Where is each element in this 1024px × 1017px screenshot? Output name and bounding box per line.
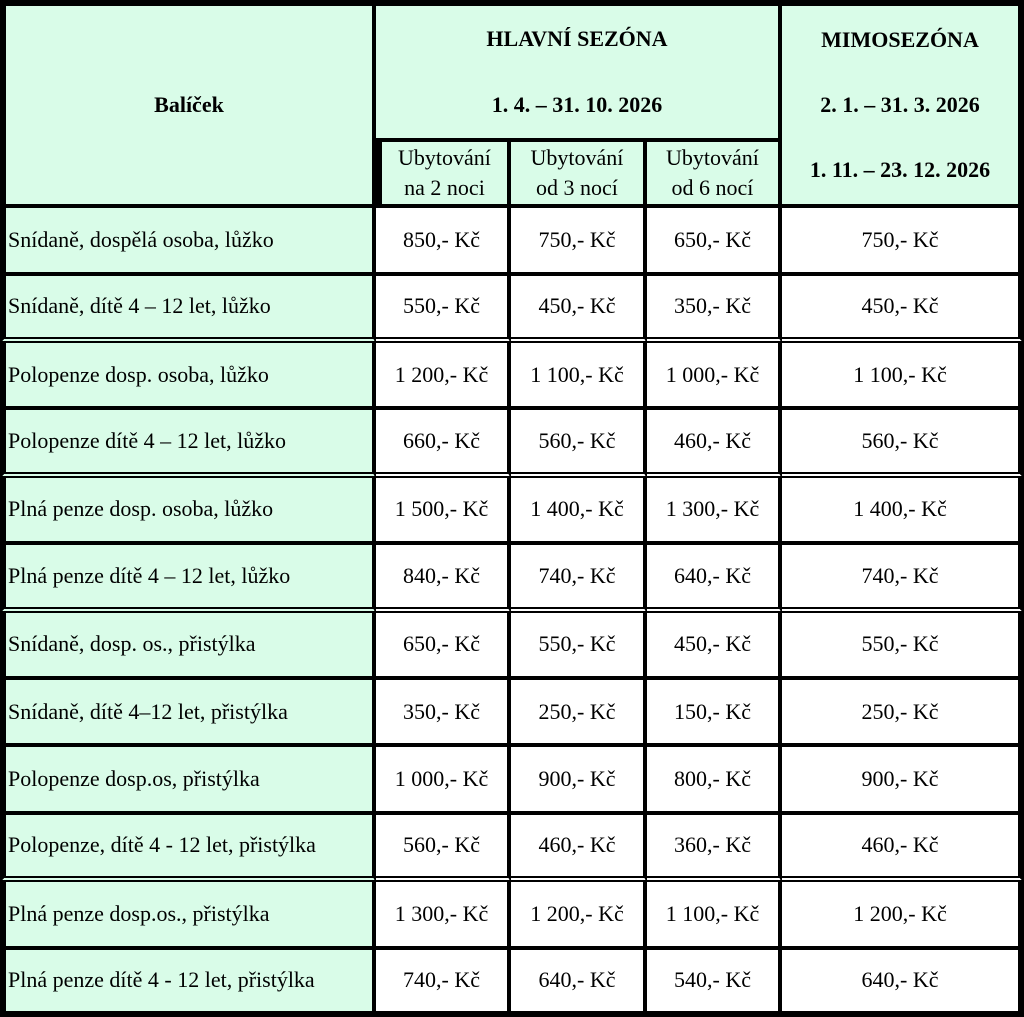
price-cell: 1 000,- Kč <box>647 343 782 410</box>
price-cell: 560,- Kč <box>376 815 511 882</box>
table-row <box>0 815 1024 882</box>
price-cell: 750,- Kč <box>511 208 647 275</box>
package-cell: Snídaně, dítě 4 – 12 let, lůžko <box>0 276 376 343</box>
package-cell: Polopenze dosp. osoba, lůžko <box>0 343 376 410</box>
price-cell: 640,- Kč <box>647 545 782 612</box>
table-row <box>0 950 1024 1017</box>
off-season-dates-2: 1. 11. – 23. 12. 2026 <box>809 157 991 183</box>
table-row <box>0 680 1024 747</box>
table-row <box>0 882 1024 949</box>
price-cell: 1 200,- Kč <box>511 882 647 949</box>
price-cell: 1 100,- Kč <box>782 343 1024 410</box>
price-cell: 250,- Kč <box>782 680 1024 747</box>
table-row <box>0 747 1024 814</box>
table-row <box>0 545 1024 612</box>
price-cell: 740,- Kč <box>376 950 511 1017</box>
table-row <box>0 208 1024 275</box>
price-cell: 640,- Kč <box>782 950 1024 1017</box>
price-cell: 1 200,- Kč <box>376 343 511 410</box>
price-cell: 450,- Kč <box>647 613 782 680</box>
stay-col-3-nights: Ubytování od 3 nocí <box>511 142 647 208</box>
price-cell: 750,- Kč <box>782 208 1024 275</box>
off-season-title: MIMOSEZÓNA <box>821 26 979 52</box>
price-cell: 1 300,- Kč <box>647 478 782 545</box>
price-cell: 640,- Kč <box>511 950 647 1017</box>
price-cell: 460,- Kč <box>511 815 647 882</box>
price-cell: 1 500,- Kč <box>376 478 511 545</box>
price-cell: 450,- Kč <box>511 276 647 343</box>
package-cell: Plná penze dítě 4 - 12 let, přistýlka <box>0 950 376 1017</box>
price-cell: 740,- Kč <box>782 545 1024 612</box>
off-season-header <box>782 0 1024 208</box>
price-cell: 1 300,- Kč <box>376 882 511 949</box>
table-row <box>0 613 1024 680</box>
price-cell: 550,- Kč <box>376 276 511 343</box>
price-cell: 550,- Kč <box>511 613 647 680</box>
price-cell: 150,- Kč <box>647 680 782 747</box>
table-row <box>0 343 1024 410</box>
price-cell: 850,- Kč <box>376 208 511 275</box>
price-cell: 740,- Kč <box>511 545 647 612</box>
price-cell: 540,- Kč <box>647 950 782 1017</box>
header-row-1 <box>0 0 1024 142</box>
package-cell: Polopenze, dítě 4 - 12 let, přistýlka <box>0 815 376 882</box>
price-cell: 350,- Kč <box>376 680 511 747</box>
main-season-dates: 1. 4. – 31. 10. 2026 <box>491 91 663 117</box>
package-cell: Plná penze dítě 4 – 12 let, lůžko <box>0 545 376 612</box>
price-cell: 1 100,- Kč <box>511 343 647 410</box>
price-cell: 560,- Kč <box>511 410 647 477</box>
price-cell: 900,- Kč <box>511 747 647 814</box>
price-cell: 800,- Kč <box>647 747 782 814</box>
price-cell: 1 400,- Kč <box>511 478 647 545</box>
package-cell: Plná penze dosp.os., přistýlka <box>0 882 376 949</box>
price-cell: 460,- Kč <box>782 815 1024 882</box>
package-cell: Plná penze dosp. osoba, lůžko <box>0 478 376 545</box>
price-cell: 1 000,- Kč <box>376 747 511 814</box>
price-cell: 460,- Kč <box>647 410 782 477</box>
package-cell: Snídaně, dosp. os., přistýlka <box>0 613 376 680</box>
package-cell: Snídaně, dítě 4–12 let, přistýlka <box>0 680 376 747</box>
price-cell: 650,- Kč <box>376 613 511 680</box>
price-cell: 650,- Kč <box>647 208 782 275</box>
price-cell: 1 400,- Kč <box>782 478 1024 545</box>
price-cell: 1 100,- Kč <box>647 882 782 949</box>
stay-col-6-nights: Ubytování od 6 nocí <box>647 142 782 208</box>
price-cell: 660,- Kč <box>376 410 511 477</box>
price-cell: 560,- Kč <box>782 410 1024 477</box>
package-cell: Snídaně, dospělá osoba, lůžko <box>0 208 376 275</box>
off-season-dates-1: 2. 1. – 31. 3. 2026 <box>820 92 980 118</box>
price-cell: 250,- Kč <box>511 680 647 747</box>
table-row <box>0 276 1024 343</box>
price-cell: 450,- Kč <box>782 276 1024 343</box>
package-cell: Polopenze dítě 4 – 12 let, lůžko <box>0 410 376 477</box>
price-cell: 840,- Kč <box>376 545 511 612</box>
stay-col-2-nights: Ubytování na 2 noci <box>376 142 511 208</box>
table-row <box>0 410 1024 477</box>
price-cell: 900,- Kč <box>782 747 1024 814</box>
price-cell: 350,- Kč <box>647 276 782 343</box>
package-header: Balíček <box>0 0 376 208</box>
price-cell: 1 200,- Kč <box>782 882 1024 949</box>
table-row <box>0 478 1024 545</box>
package-cell: Polopenze dosp.os, přistýlka <box>0 747 376 814</box>
main-season-header <box>376 0 782 142</box>
main-season-title: HLAVNÍ SEZÓNA <box>486 26 668 52</box>
price-cell: 550,- Kč <box>782 613 1024 680</box>
price-cell: 360,- Kč <box>647 815 782 882</box>
